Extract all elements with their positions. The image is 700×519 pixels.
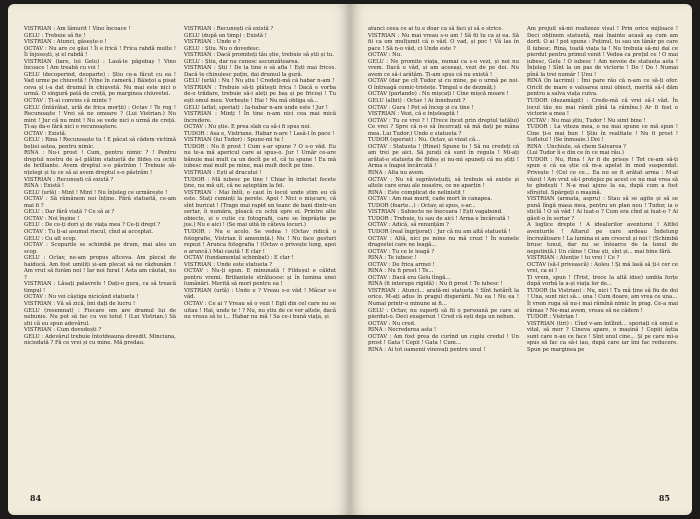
text-line: OCTAV : Nu vei câștiga nicicând statueta ! — [24, 294, 139, 301]
text-line: OCTAV : Ți-ai convins că minte ? — [24, 98, 112, 105]
text-line: TUDOR : Nu, Rina ! Ar fi de prisos ! Tot ce-am să-ți spun e că ea știe că m-a apelat în mod suspendat. Privește ! (Cel ce ce... Ea nu se fi arătat arma : M-ai văzut ! Am vrut să-l protejez pe acest ce nu mai vrea să te gîndești ! N-a mai ajuns la ea, după cum a fost sfîrșitul. Spărgeți o mașină. — [527, 156, 680, 196]
text-line: OCTAV (parlando) : Nu mișcați ! Cine mișcă moare ! — [368, 91, 509, 98]
text-line: VISTRIAN (armata, aspru) : Stau să se agite și să se pună lîngă masa mea, pentru un plan nou ! Tudor, ia o sticlă ! O să văd ! Ai luat-o ? Cum era cînd ai luat-o ? Ai găsit-o în sertar ? — [527, 196, 680, 222]
text-line: GELU (întărâtat, urlă de frica morții) : Octav ! Te rog ! Recunoaște ! Vrei să ne omoare ? (Lui Vistrian.) Nu mint ! Jur că nu mint ! Nu se vede nici o urmă de creță. Ți-aș da-o fără nici o recunoaștere. — [24, 104, 178, 131]
text-line: VISTRIAN (tare, lui Gelu) : Lasă-le păgubaș ! Vino încoace ! Am treabă cu voi ! — [24, 58, 178, 72]
left-page — [8, 4, 350, 515]
text-line: GELU (urlă) : Mint ! Mint ! Nu înțeleg ce urmărește ! — [24, 189, 168, 196]
text-line: OCTAV : Altă, nici pe mine nu mă crezi ! În numele dragostei care ne leagă... — [368, 235, 521, 249]
text-line: OCTAV : Gura ! Pot să încep și cu tine ! — [368, 104, 474, 111]
text-line: OCTAV : Tu ce le leagă ? — [368, 248, 435, 255]
text-line: VISTRIAN : Atenție ! tu vrei ! Ce ? — [527, 255, 620, 262]
text-line: OCTAV (dar pe cît Tudor și cu mine, pe o urmă pe noi. O întreagă comic-tristețe. Timpul e de dezmăț.) — [368, 78, 521, 91]
text-line: VISTRIAN : Trebuie să-ți plătești frica ! Dacă e vorba de-o trădare, trebuie să-i aleți pe baș și pe fricoși ! Tu ești omul meu. Vorbește ! Hai ! Nu mă obliga să... — [184, 84, 338, 105]
text-line: GELU : Octav, ne-am propus altceva. Am plecat de haiducă. Am fost umiliți și-am plecat să ne răzbunăm ! Am vrut să furăm noi ! Iar noi furat ! Asta am căutat, nu ? — [24, 255, 178, 281]
text-line: OCTAV : Noi înșine ! — [24, 215, 80, 222]
text-line: GELU (albit) : Octav ! Ai înnebunit ? — [368, 98, 466, 105]
text-line: OCTAV : Ce ai ? Vreau să o vezi ! Egli din cel care nu se uitau ! Hai, unde te ! ? Nu, nu știu de ce vor altele, dacă nu vreau să te i... Habar nu mă ! Sa ce-i bună viața, și — [184, 300, 338, 321]
text-line: GELU : Dar fără viață ? Ce să ai ? — [24, 209, 115, 216]
text-line: OCTAV : Scopurile se schimbă pe drum, mai ales un scop. — [24, 242, 178, 255]
text-line: OCTAV : Am mai murit, cade mort în canapea. — [368, 196, 493, 203]
text-line: RINA : Este complicat de nelinistit ! — [368, 189, 465, 196]
text-line: Am prejuit să-mi realizeze visul ! Prin orice mijloace ! Deci obținem statuetă, mai înainte acasă aș cum am dorit. O ai ! pot spune : Puținul, tu sau un tânăr pe care îl iubesc. Rina, toată viața ta ! Nu trebuia să-mi dai ce pierdut pentru primul venit ! Vedea ca prețul ce ! O mai iubesc, Gelu ! O iubesc ! Am nevoie de statueta asta ! Înțeleg ! Sînt la un pas de victorie ! Do ! Do ! Numai pînă la trei număr ! Unu ! — [527, 26, 680, 78]
text-line: OCTAV (fundamental schimbat) : E clar ! — [184, 255, 294, 262]
text-line: VISTRIAN : Cum dovedești ? — [24, 327, 102, 334]
text-line: OCTAV : De frica armei ! — [368, 261, 435, 268]
text-line: GELU (decoperind, deoparte) : Știu ce-a făcut cu ea ! Vad urme pe chiuvetă ! (Vine în cameră.) Băiețoi a pisat ceva și i-a dat drumul în chiuvetă. Nu mai este nici o urmă. O singură pată de creță, pe marginea chiuvetei. — [24, 71, 178, 98]
text-line: VISTRIAN : Unde e ? — [184, 39, 241, 46]
text-line: GELU : Ne promite viața, numai ca s-o vezi, și noi nu vrem. Dacă o văd, și am aceeași, vezi de pe doi. Nu avem ce să-i arătăm. Ți-am spus că nu există ! — [368, 58, 521, 78]
text-line: VISTRIAN : Știi ! De la tine o să afla ! Ești mai fricos. Dacă te chinuiesc puțin, dai drumul la gură. — [184, 65, 338, 78]
text-line: OCTAV : Tu ți-ai asumat riscul, cînd ai acceptat. — [24, 228, 154, 235]
text-line: TUDOR : Nu e acolo. Se vedea ! (Octav ridică o fotografie, Vistrian îl amenință.) Nu ! Nu face gesturi repezi ! Arunca fotografia ! (Octav o privește lung, apoi o aruncă.) Mai caută ! E clar ! — [184, 228, 338, 255]
book-spread — [8, 4, 692, 515]
text-line: VISTRIAN : Nu mai vreau s-o am ! Să fii tu ca și ea. Să fii ca om mulțumit că o văd. O vad, și poc ! Vă las în pace ! Să n-o văd, ci Unde este ? — [368, 32, 521, 52]
text-line: VISTRIAN : Minți ! În tine n-am nici cea mai mică încredere. — [184, 111, 338, 124]
text-line: VISTRIAN : Atunci, găsește-o ! — [24, 39, 107, 46]
page-number-right: 85 — [658, 493, 670, 503]
text-line: GELU : Octav, nu suporți să fii o persoană pe care ai pierdut-o. Deci exagerezi ! Cred că ești deja un nebun. — [368, 307, 521, 321]
text-line: OCTAV : Să rămânem noi înține. Fără statuetă, ce-am mai fi ? — [24, 196, 178, 209]
text-line: TUDOR : La viteza mea, o nu mai spune ce mă spun ! Cine ți-e mai bun ! Știu în realitate ! Nu fi prost ! Sufletul ! (Se înmoaie.) Doi ! — [527, 124, 680, 144]
text-line: VISTRIAN : Vezi, că e înțeleaptă ! — [368, 111, 459, 118]
text-line: VISTRIAN : Lăsați palavrele ! Dați-o gura, ca să treacă timpul ! — [24, 281, 178, 294]
text-line: VISTRIAN : Vă să zică, îmi dați de lucru ! — [24, 300, 136, 307]
right-page — [350, 4, 692, 515]
text-line: VISTRIAN (lui Tudor) : Spune-mi tu ! — [184, 137, 284, 144]
text-line: GELU (urlă) : Nu ! Nu știu ! Credeți-mă că habar n-am ! — [184, 78, 335, 85]
text-line: OCTAV : Există. — [24, 130, 67, 137]
text-line: VISTRIAN : Unde este statueta ? — [184, 261, 273, 268]
text-line: RINA : Alta nu avem. — [368, 170, 425, 177]
text-line: Îi vrem ruga să nu-i mai rămînă nimic în prag. Ce-a mai rămas ? Ne-mai avem, vreau să ne cădem ! — [527, 300, 680, 314]
text-line: OCTAV : Nu vă suprăviețuiți, să trebuie să existe și altele care erau ale noastre, ce ne aparțin ! — [368, 176, 521, 190]
text-line: TUDOR : Trebuie, tu sau de aici ! Arma e încărcată ! — [368, 215, 510, 222]
text-line: VISTRIAN : Mai întîi, o caut în locul unde știm eu că este. Stați cuminți la perete. Apoi ! Nici o mișcare, că sînt buricat ! (Trage mai rapid un teanc de bani dintr-un sertar, îi număra, pleacă cu ochii spre ei. Printre alte obiecte, și o cutie cu fotografii, care se împrăștie pe jos.) Nu e aici ! (Se mai uită în câteva locuri.) — [184, 189, 338, 229]
text-line: VISTRIAN (urlă) : Unde e ? Vreau s-o văd ! Mâcar s-o văd. — [184, 287, 338, 301]
text-line: TUDOR (speriat) : Nu. Octav, ai vizat că... — [368, 137, 481, 144]
text-line: OCTAV : Nu are ce găsi ! Îi e frică ! Frica rabdă multe ! Îi înjosești, și el rabdă ! — [24, 45, 178, 59]
text-line: RINA (fi interupe rigidă) : Nu fi prost ! Te iubesc ! — [368, 281, 503, 288]
text-line: TUDOR : Nu fi prost ! Cum s-ar spune ? O s-o văd. Eu nu te-a mă apericul care ai spus-o. Jur ! Umăr ce-are bănuie mai mult ca un decît pe el, că tu spune ! Eu mă iubesc mai mult pe mine, mai mult decît pe tine. — [184, 143, 338, 170]
text-line: GELU : Trebuie să fie ! — [24, 32, 86, 39]
text-line: (Lui Tudor îi e din ce în ce mai rău.) — [527, 150, 624, 157]
text-line: TUDOR (real îngrijorat) : Jur că nu am altă statuetă ! — [368, 228, 511, 235]
text-line: OCTAV (să-l privească) : Aoleu ! Și mă lasă să ți-i cer ce vrei, ca ei ! — [527, 261, 680, 275]
left-page-column-2 — [184, 26, 336, 478]
text-line: RINA : Necrederea asta ! — [368, 327, 437, 334]
text-line: VISTRIAN : Am lămurit ! Vino încoace ! — [24, 26, 131, 32]
text-line: GELU : Știu, dar nu cunosc ascunzătoarea. — [184, 58, 300, 65]
text-line: TUDOR (foarte...) : Octav, ai spus, s-ar... — [368, 202, 476, 209]
text-line: TUDOR (la Vistrian) : Nu, nici ! Tu mă ține să fiu de doi ! Una, sunt nici să... una ! Cum doare, am vrea ce una... — [527, 287, 680, 301]
text-line: VISTRIAN (tiri) : Cînd v-am întîlnit... speriați că omul e vital, să mor ? Cineva apare, o mașină ! Copiii ăștia sunt care n-au ce face ! Sînt unul cine... Și pe care mi-a spus să fac ca să-i iau, după care iar îmi fac reducere. Spun pe marginea pe — [527, 320, 680, 353]
text-line: RINA : Nu-i prost ! Cum, pentru nimic ? ! Pentru dreptul nostru de a-l plătim statuetă de fildeș cu ochii de brilliante. Avem dreptul s-o păstrăm ! Trebuie să-nțelegi și tu ce să ai avem dreptul s-o păstrăm ! — [24, 150, 178, 177]
text-line: GELU (după un timp) : Există ! — [184, 32, 267, 39]
text-line: OCTAV : Tu ce vrei ? ! (Trece încet prin dreptul tatălui) Ce vrei ? Spre că n-o să încercați să mă dați pe mâna mea. Lui Tudor.) Unde e statueta ? — [368, 117, 521, 137]
text-line: VISTRIAN : Recunoști că există ? — [24, 176, 114, 183]
text-line: GELU : Cu alt scop. — [24, 235, 77, 242]
text-line: VISTRIAN : Ești al dracului ! — [184, 170, 262, 177]
page-number-left: 84 — [30, 493, 42, 503]
text-line: OCTAV : Nu-ți spun. E minunată ! Fildeșul e căldut pentru vremi. Briliantele strălucesc și în lumina unei lumânări. Merită să mori pentru ea ! — [184, 268, 338, 288]
text-line: OCTAV : Am fost prea de curînd un cuplu credul ! Un prost ! Gata ! Copii ! Gata ! Cum... — [368, 333, 521, 347]
text-line: RINA : Nu fi prost ! Te... — [368, 268, 434, 275]
right-page-column-1 — [368, 26, 519, 478]
text-line: RINA : Unchiule, să chem Salvarea ? — [527, 143, 627, 150]
left-page-column-1 — [24, 26, 176, 478]
text-line: TUDOR : Vistrian ! — [527, 314, 578, 321]
text-line: OCTAV : Nu știe. E prea slab ca să-i fi spus noi. — [184, 124, 312, 131]
text-line: RINA : Ai tot oamenii vinovați pentru unul ! — [368, 346, 486, 353]
text-line: VISTRIAN : Dacă promiteți tău știe, trebuie să știi și tu. — [184, 52, 334, 59]
text-line: GELU : Adevărul trebuie întotdeauna dovedit. Minciuna, niciodată ? Fă ce vrei și cu mine. Mă predau. — [24, 333, 178, 347]
right-page-columns — [368, 26, 678, 478]
text-line: OCTAV : Nu. — [368, 52, 402, 59]
text-line: GELU (resemnat) : Fiecare om are dramul lui de nebunie. Nu pot să fac cu voi totul ! (Lui Vistrian.) Să știi că eu spun adevărul. — [24, 307, 178, 327]
text-line: VISTRIAN : Subiecte ne înecoara ! Ești vagabond. — [368, 209, 503, 216]
text-line: TUDOR (dezamăgit) : Crede-mă că vrei să-l văd. În locul tău nu mai rămîi pînă la rămîne.) Ar fi fost o victorie a mea ! — [527, 98, 680, 118]
left-page-columns — [24, 26, 336, 478]
text-line: RINA : Există ! — [24, 183, 65, 190]
text-line: OCTAV : Adică, să renunțăm ? — [368, 222, 449, 229]
text-line: VISTRIAN : Recunoști că există ? — [184, 26, 274, 32]
text-line: TUDOR : Mă iubesc pe tine ! Chiar în infectat focete ține, nu mă uit, că ne așteptăm la fel. — [184, 176, 338, 190]
text-line: GELU : De ce-ți dori și de viața mea ? Ce-ți drept ? — [24, 222, 161, 229]
text-line: RINA (în lacrimi) : Îmi pare rău că n-am ce să-ți ofer. Oricît de mare e valoarea unui obiect, merită să-l dăm pentru a salva viața cuiva. — [527, 78, 680, 98]
text-line: RINA : Te iubesc ! — [368, 255, 417, 262]
text-line: TUDOR : Asa e, Vistriane. Habar n-are ! Lasă-l în pace ! — [184, 130, 335, 137]
text-line: GELU (aflat, speriat) : Ia-habar n-am unde este ! Jur ! — [184, 104, 328, 111]
text-line: GELU : Știu. Nu o dovedesc. — [184, 45, 261, 52]
text-line: OCTAV : Dacă era Gelu lîngă... — [368, 274, 451, 281]
right-page-column-2 — [527, 26, 678, 478]
text-line: OCTAV : Nu mai știu, Tudor ! Nu simt bine ! — [527, 117, 646, 124]
text-line: OCTAV : Nu cred. — [368, 320, 416, 327]
text-line: GELU : Rina ! Recunoaște tu ! E păcat să cădem victimă beției astea, pentru nimic. — [24, 137, 178, 150]
text-line: Ți vrem, spun ! (Trist, trece la altă idee) umbla forțe după vorbă la a-și viața lor de... — [527, 274, 680, 288]
text-line: OCTAV : Statueta ! (Rinei) Spune tu ! Să nu credeți că am trei pe aici. Să jurați că sunt în regula ! Mi-ați arătat-o statueta de fildeș și nu-mi spuneți că nu știți ! Arma e înapoi încărcată ! — [368, 143, 521, 170]
text-line: A loglice drepte ! A idealurilor aventurei ! Altfel aventurile ! Altarul pe care ardeau Îndelung încrezătoare ! La lumina ei am crescut și noi ! (Schimbă brusc tonul, dar nu se întoarce de la tonul de neputință.) Un câine ! Cine ști, sînt și... mai bine fără. — [527, 222, 680, 255]
text-line: atunci ceea ce ai tu e doar ca să faci și să o strice. — [368, 26, 504, 32]
text-line: VISTRIAN : Atunci... arată-mi statueta ! Sînt hotărît la orice. M-ați adus în pragul disperării. Nu ea ! Nu ea ! Numai printr-o minune ai fi... — [368, 287, 521, 307]
